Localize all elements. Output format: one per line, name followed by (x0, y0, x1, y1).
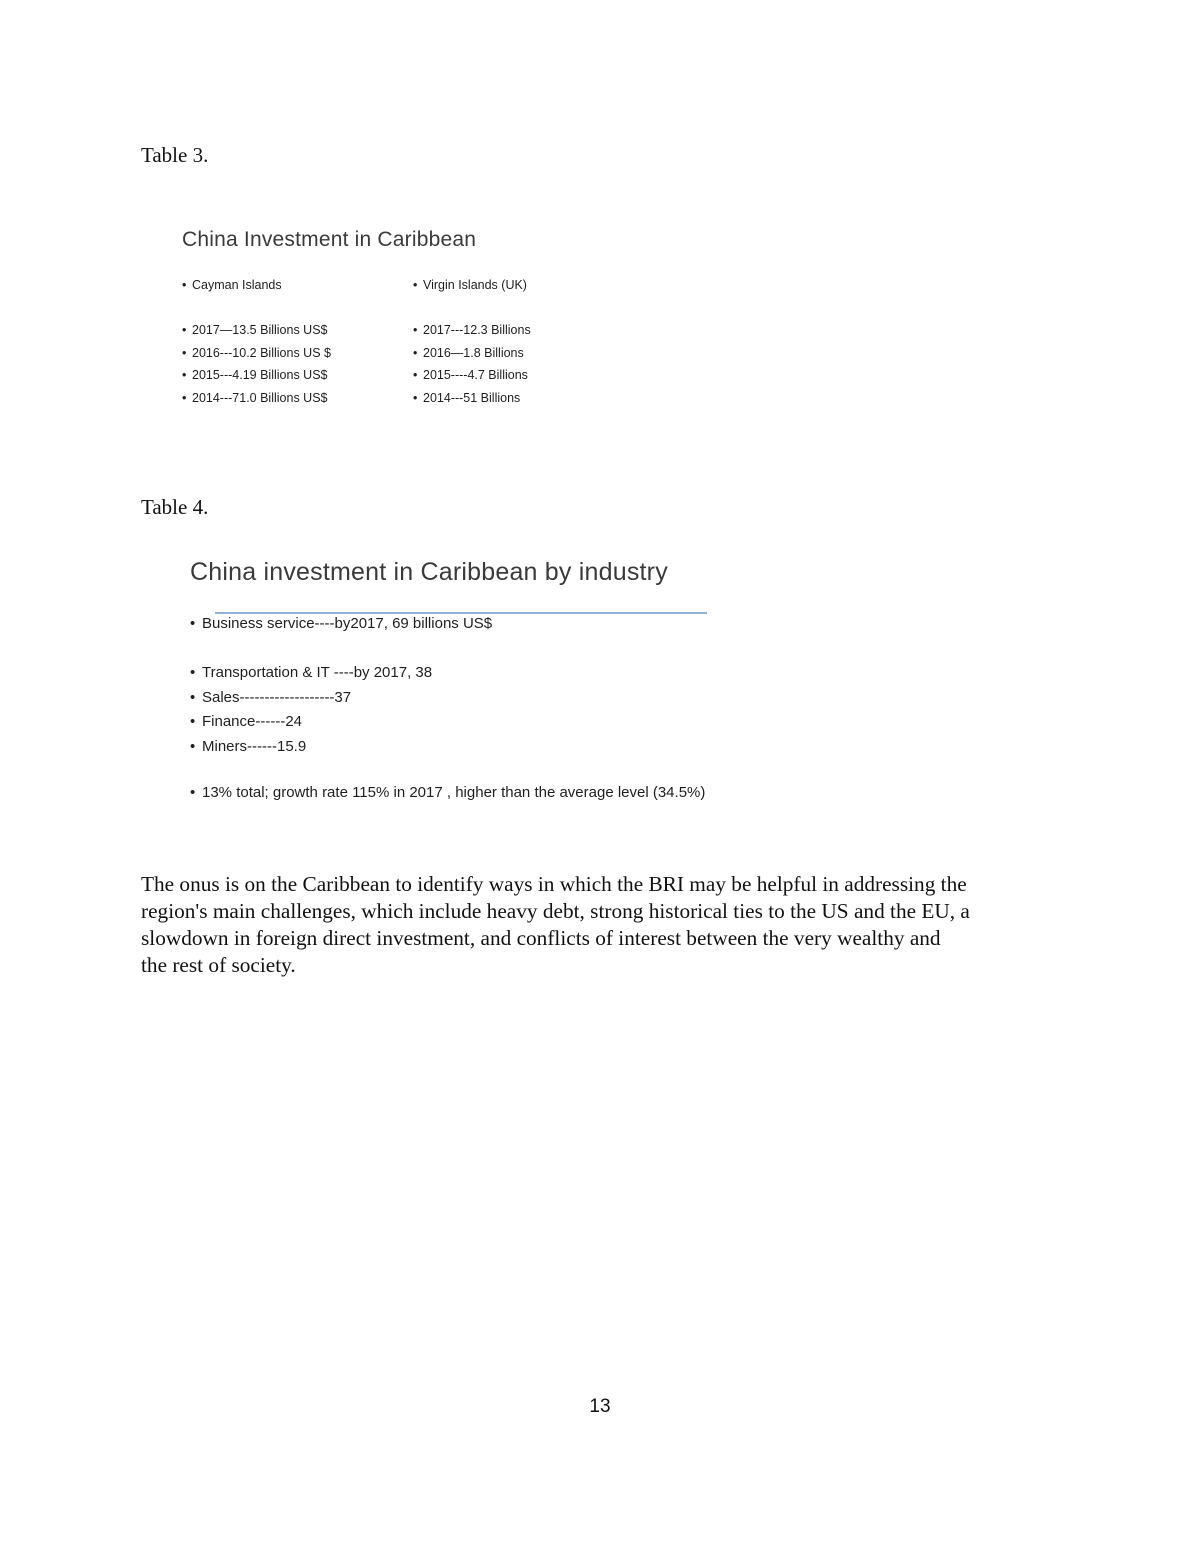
page-number: 13 (589, 1396, 611, 1417)
virgin-islands-investment-list (413, 319, 531, 409)
cayman-heading-list (182, 274, 282, 297)
industry-list-summary (190, 784, 722, 802)
industry-list-business (190, 612, 492, 637)
industry-item-growth-summary: • 13% total; growth rate 115% in 2017 , higher than the average level (34.5%) (190, 784, 722, 802)
virgin-islands-heading-list (413, 274, 527, 297)
cayman-item-2016: • 2016---10.2 Billions US $ (182, 342, 331, 365)
body-line: the rest of society. (141, 953, 296, 977)
table-3-title: China Investment in Caribbean (182, 228, 477, 251)
virgin-islands-item-2017: • 2017---12.3 Billions (413, 319, 531, 342)
virgin-islands-item-2016: • 2016—1.8 Billions (413, 342, 531, 365)
industry-item-business-service: • Business service----by2017, 69 billions US$ (190, 612, 492, 637)
virgin-islands-item-2015: • 2015----4.7 Billions (413, 364, 531, 387)
virgin-islands-item-2014: • 2014---51 Billions (413, 387, 531, 410)
industry-item-finance: • Finance------24 (190, 710, 432, 735)
body-line: slowdown in foreign direct investment, and conflicts of interest between the very wealthy and (141, 926, 941, 950)
cayman-item-2017: • 2017—13.5 Billions US$ (182, 319, 331, 342)
industry-list-sectors (190, 661, 432, 759)
cayman-investment-list (182, 319, 331, 409)
industry-item-sales: • Sales-------------------37 (190, 686, 432, 711)
cayman-item-2014: • 2014---71.0 Billions US$ (182, 387, 331, 410)
virgin-islands-heading: • Virgin Islands (UK) (413, 274, 527, 297)
cayman-item-2015: • 2015---4.19 Billions US$ (182, 364, 331, 387)
table-3-caption: Table 3. (141, 143, 209, 167)
cayman-islands-heading: • Cayman Islands (182, 274, 282, 297)
body-line: The onus is on the Caribbean to identify ways in which the BRI may be helpful in addressing the (141, 872, 967, 896)
industry-item-miners: • Miners------15.9 (190, 735, 432, 760)
body-paragraph (141, 871, 1071, 979)
industry-item-transportation: • Transportation & IT ----by 2017, 38 (190, 661, 432, 686)
table-4-caption: Table 4. (141, 495, 209, 519)
table-4-title: China investment in Caribbean by industry (190, 558, 668, 586)
body-line: region's main challenges, which include heavy debt, strong historical ties to the US and the EU, a (141, 899, 970, 923)
